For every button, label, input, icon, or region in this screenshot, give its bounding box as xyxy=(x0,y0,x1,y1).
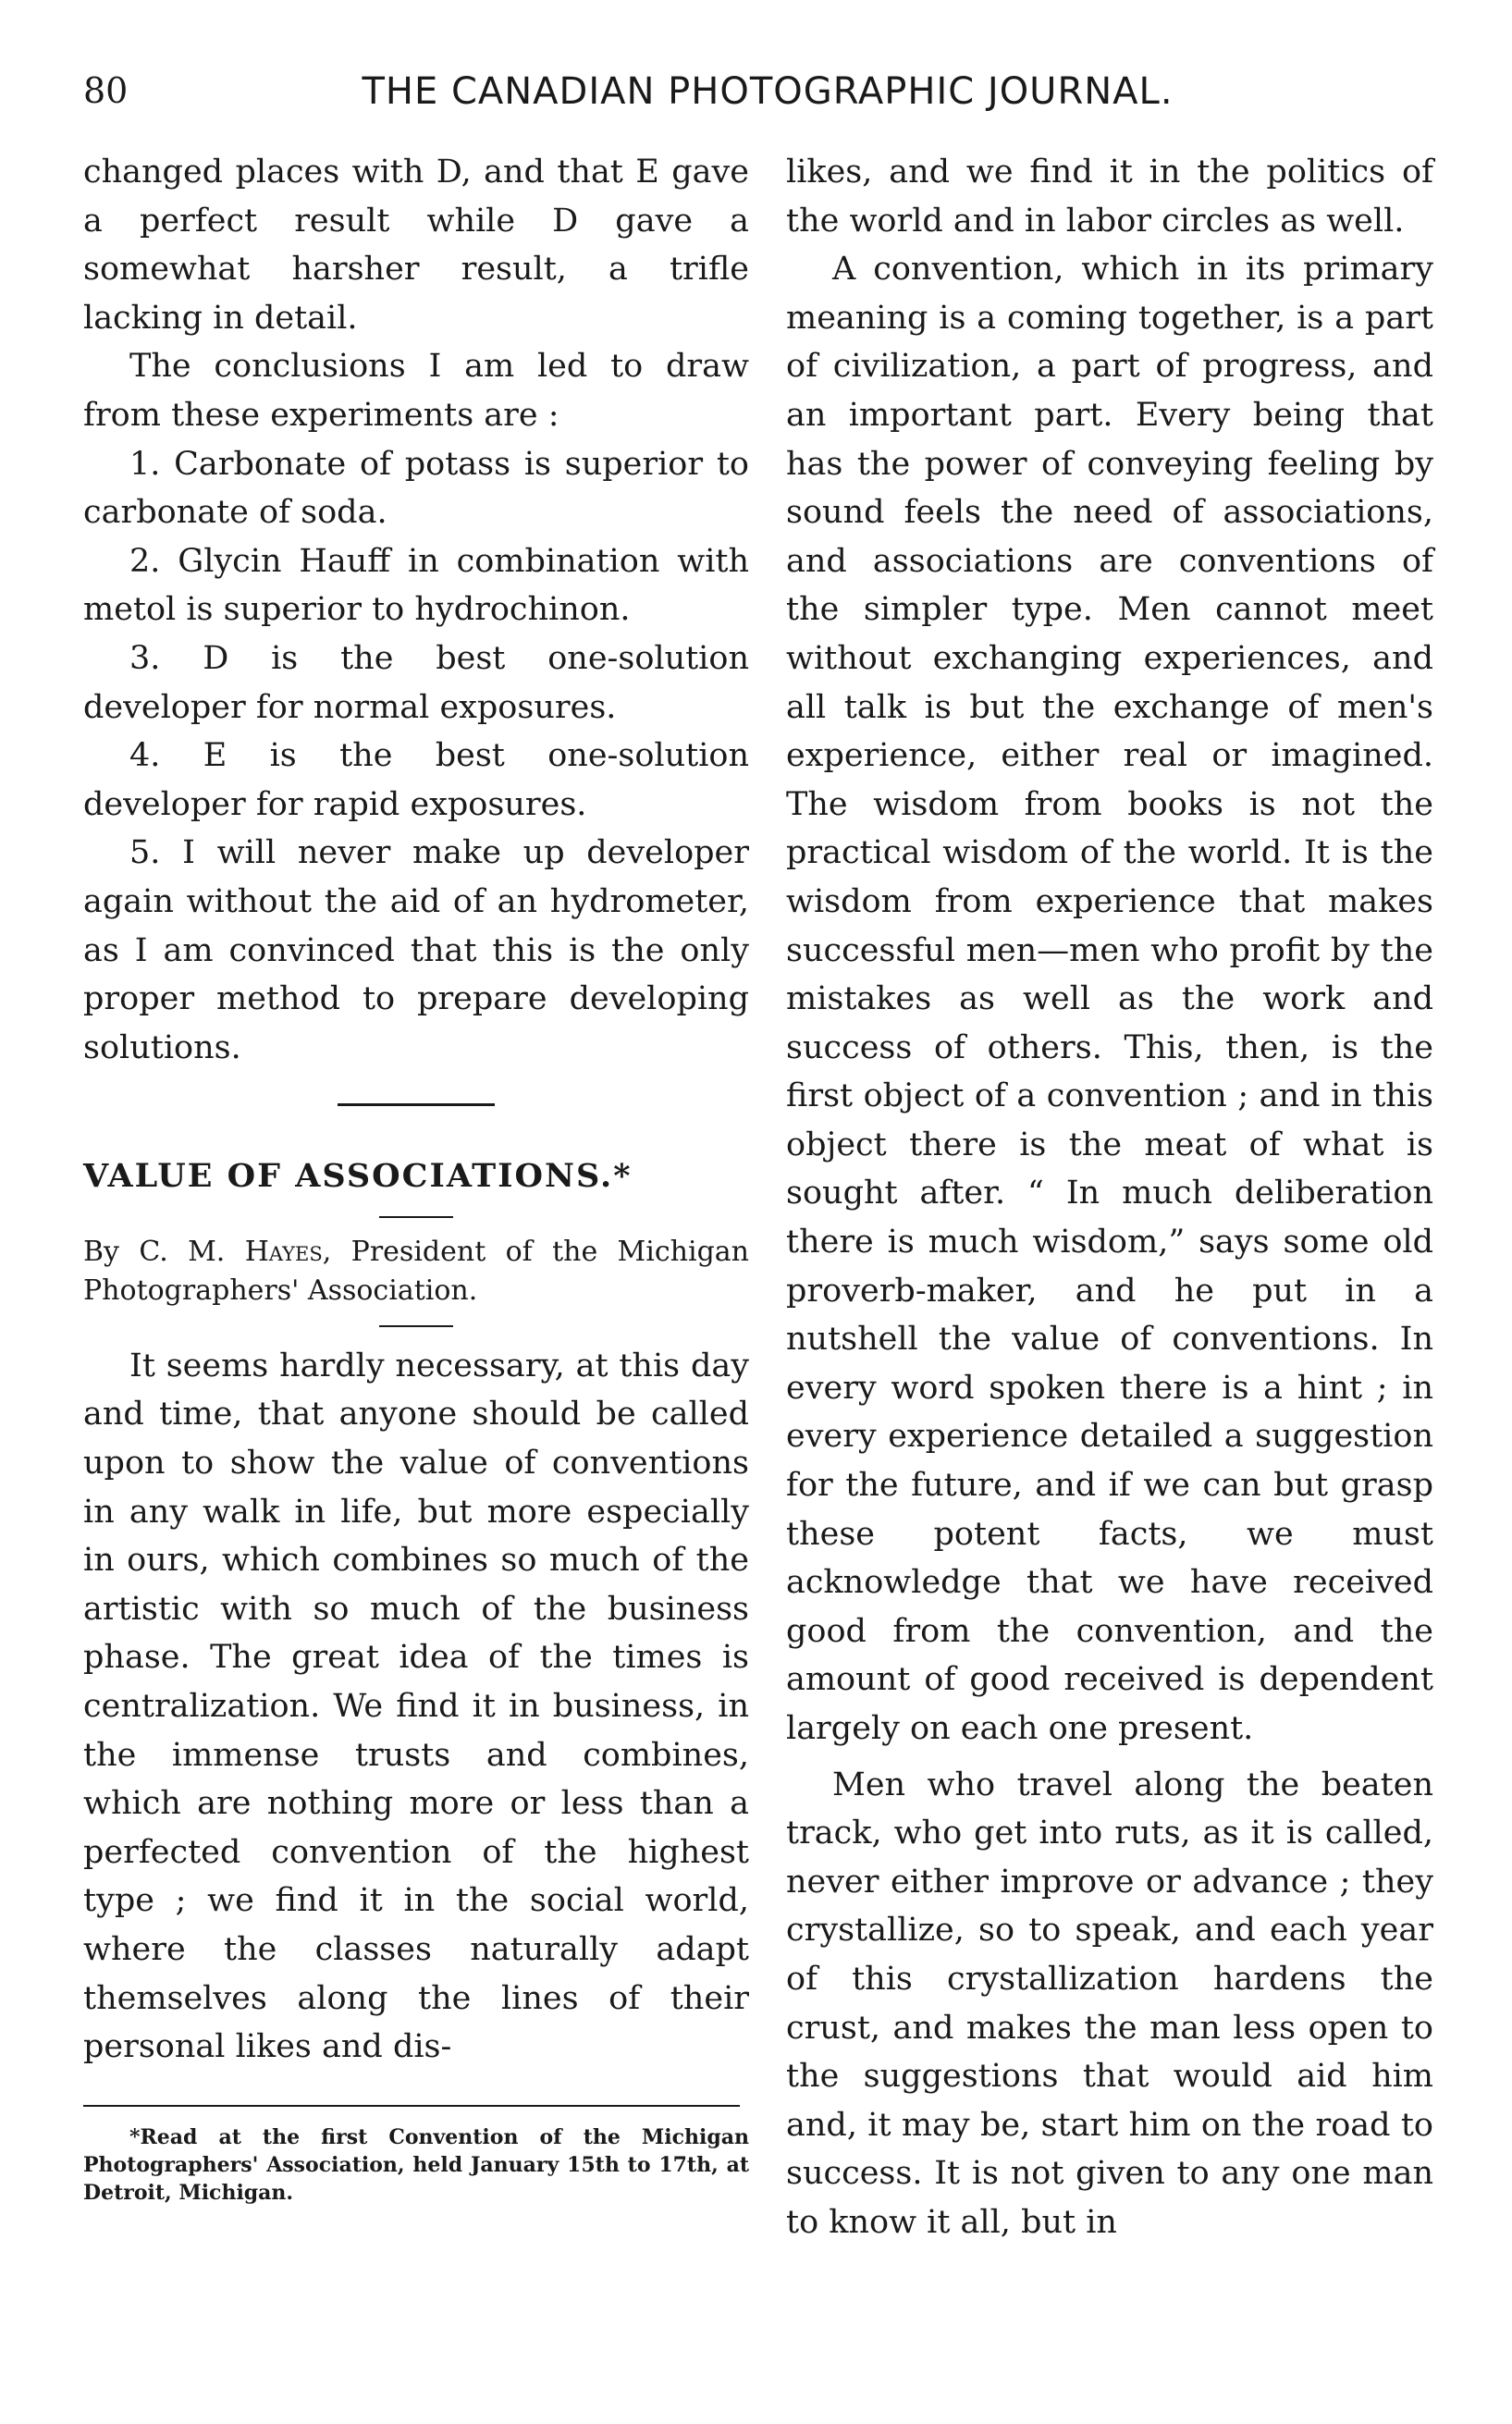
paragraph: Men who travel along the beaten track, who get into ruts, as it is called, never either improve or advance ; they crystallize, so to speak, and each year of this crystallization hardens the crust, and makes the man less open to the suggestions that would aid him and, it may be, start him on the road to success. It is not given to any one man to know it all, but in xyxy=(786,1766,1433,2241)
byline-divider xyxy=(379,1325,453,1327)
footnote-divider xyxy=(83,2105,740,2107)
list-item: 5. I will never make up developer again without the aid of an hydrometer, as I am convinced that this is the only proper method to prepare developing solutions. xyxy=(83,834,749,1066)
paragraph: likes, and we find it in the politics of the world and in labor circles as well. xyxy=(786,154,1433,240)
title-divider xyxy=(379,1216,453,1218)
paragraph: It seems hardly necessary, at this day and time, that anyone should be called upon to show the value of conventions in any walk in life, but more especially in ours, which combines so much of the artistic with so much of the business phase. The great idea of the times is centralization. We find it in business, in the immense trusts and combines, which are nothing more or less than a perfected convention of the highest type ; we find it in the social world, where the classes naturally adapt themselves along the lines of their personal likes and dis- xyxy=(83,1347,749,2066)
byline xyxy=(83,1233,749,1310)
page-header xyxy=(83,63,1452,128)
list-item: 2. Glycin Hauff in combination with metol is superior to hydrochinon. xyxy=(83,542,749,629)
paragraph: The conclusions I am led to draw from these experiments are : xyxy=(83,348,749,434)
list-item: 4. E is the best one-solution developer for rapid exposures. xyxy=(83,737,749,823)
byline-prefix: By C. M. xyxy=(83,1235,245,1268)
journal-title: THE CANADIAN PHOTOGRAPHIC JOURNAL. xyxy=(362,70,1174,113)
article-title: VALUE OF ASSOCIATIONS.* xyxy=(83,1157,633,1196)
left-column xyxy=(83,148,749,2207)
byline-suffix: , President of the Michigan Photographers' Association. xyxy=(83,1235,750,1307)
right-column xyxy=(786,148,1433,2247)
list-item: 1. Carbonate of potass is superior to carbonate of soda. xyxy=(83,445,749,532)
paragraph: A convention, which in its primary meaning is a coming together, is a part of civilization, a part of progress, and an important part. Every being that has the power of conveying feeling by sound feels the need of associations, and associations are conventions of the simpler type. Men cannot meet without exchanging experiences, and all talk is but the exchange of men's experience, either real or imagined. The wisdom from books is not the practical wisdom of the world. It is the wisdom from experience that makes successful men—men who profit by the mistakes as well as the work and success of others. This, then, is the first object of a convention ; and in this object there is the meat of what is sought after. “ In much deliberation there is much wisdom,” says some old proverb-maker, and he put in a nutshell the value of conventions. In every word spoken there is a hint ; in every experience detailed a suggestion for the future, and if we can but grasp these potent facts, we must acknowledge that we have received good from the convention, and the amount of good received is dependent largely on each one present. xyxy=(786,251,1433,1747)
paragraph: changed places with D, and that E gave a perfect result while D gave a somewhat harsher result, a trifle lacking in detail. xyxy=(83,154,749,337)
byline-author: Hayes xyxy=(244,1235,323,1268)
page-number: 80 xyxy=(83,70,129,111)
footnote: *Read at the first Convention of the Michigan Photographers' Association, held January 15th to 17th, at Detroit, Michigan. xyxy=(83,2124,749,2205)
list-item: 3. D is the best one-solution developer for normal exposures. xyxy=(83,639,749,726)
section-divider xyxy=(338,1103,495,1106)
